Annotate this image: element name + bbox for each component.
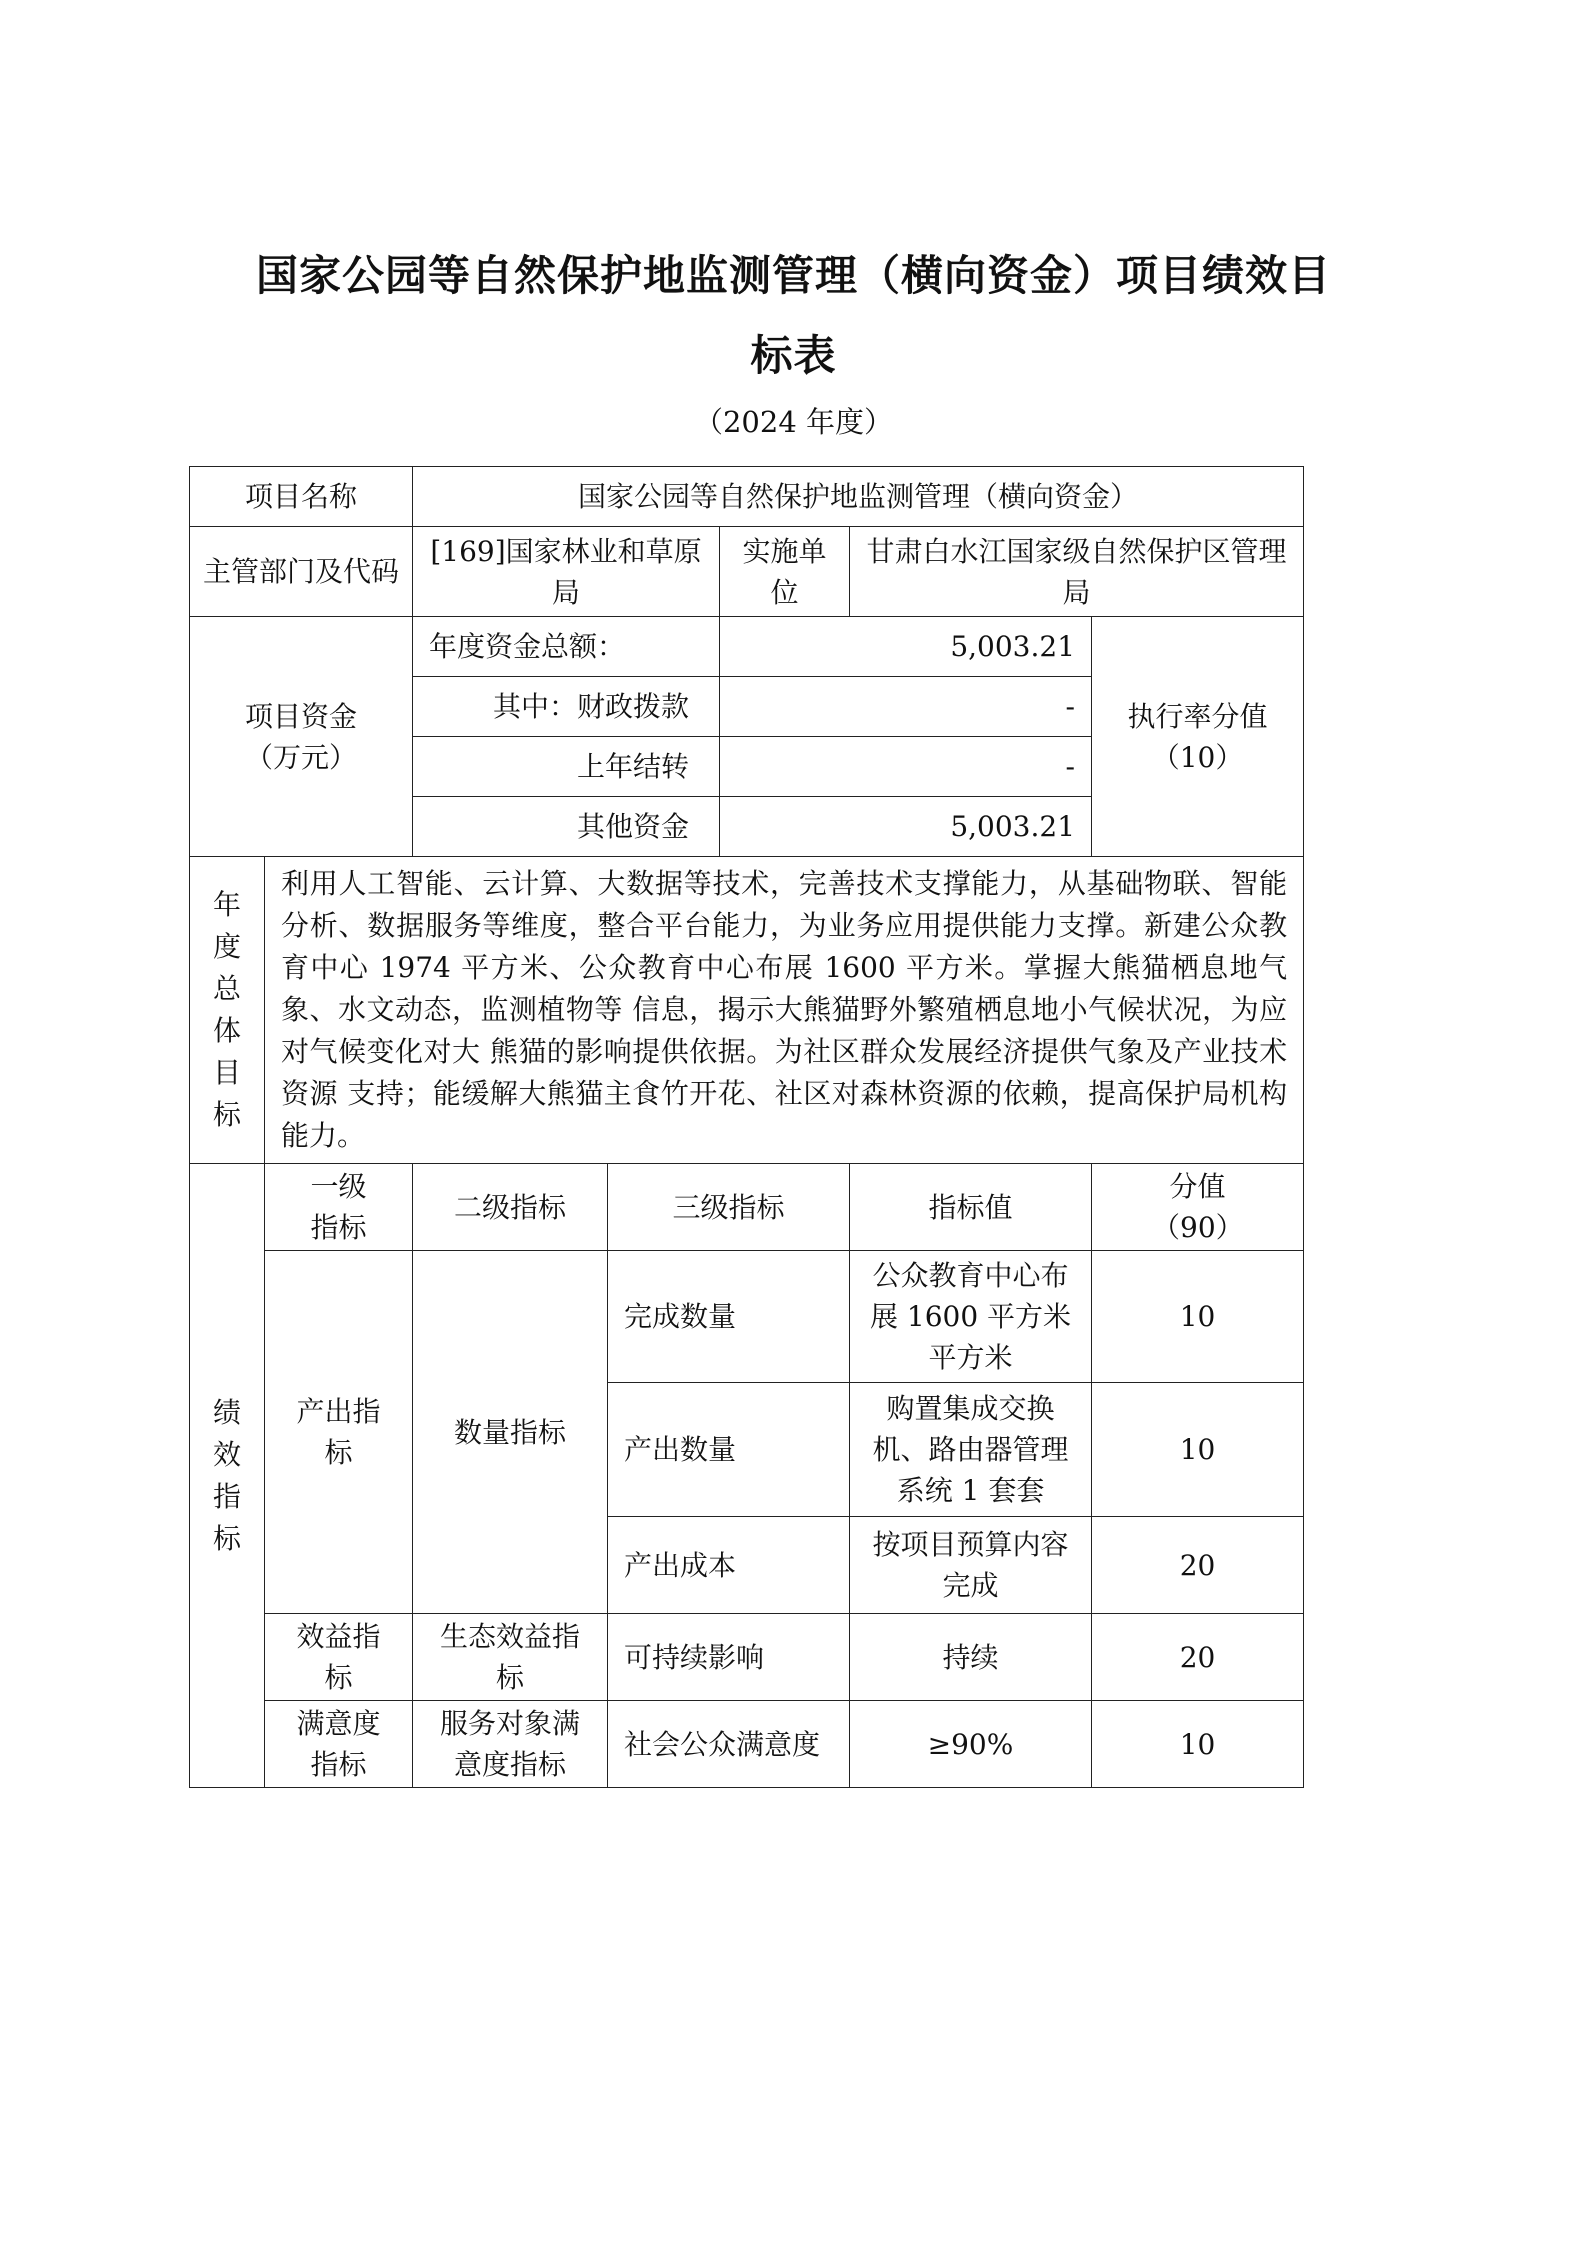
table-row — [190, 1251, 1304, 1383]
benefit-level1: 效益指标 — [265, 1614, 413, 1701]
impl-unit-value: 甘肃白水江国家级自然保护区管理局 — [850, 527, 1304, 617]
funds-total-value: 5,003.21 — [720, 617, 1092, 677]
output-level2: 数量指标 — [413, 1251, 608, 1614]
annual-goal-label — [190, 857, 265, 1164]
table-row — [190, 1701, 1304, 1788]
output-level1: 产出指标 — [265, 1251, 413, 1614]
row-score: 20 — [1092, 1517, 1304, 1614]
row-score: 10 — [1092, 1383, 1304, 1517]
row-score: 10 — [1092, 1251, 1304, 1383]
satisfaction-level1: 满意度指标 — [265, 1701, 413, 1788]
row-level3: 产出数量 — [608, 1383, 850, 1517]
benefit-score: 20 — [1092, 1614, 1304, 1701]
satisfaction-score: 10 — [1092, 1701, 1304, 1788]
benefit-level2: 生态效益指标 — [413, 1614, 608, 1701]
year-subtitle: （2024 年度） — [693, 405, 894, 439]
funds-label: 项目资金（万元） — [190, 617, 413, 857]
satisfaction-level2: 服务对象满意度指标 — [413, 1701, 608, 1788]
page-title-line1: 国家公园等自然保护地监测管理（横向资金）项目绩效目 — [255, 251, 1331, 300]
row-level3: 完成数量 — [608, 1251, 850, 1383]
satisfaction-level3: 社会公众满意度 — [608, 1701, 850, 1788]
row-level3: 产出成本 — [608, 1517, 850, 1614]
row-indicator-value: 购置集成交换机、路由器管理系统 1 套套 — [850, 1383, 1092, 1517]
benefit-level3: 可持续影响 — [608, 1614, 850, 1701]
funds-other-label: 其他资金 — [413, 797, 720, 857]
funds-fiscal-value: - — [720, 677, 1092, 737]
header-level3: 三级指标 — [608, 1164, 850, 1251]
header-level1: 一级指标 — [265, 1164, 413, 1251]
funds-carryover-value: - — [720, 737, 1092, 797]
funds-fiscal-label: 其中：财政拨款 — [413, 677, 720, 737]
header-indicator-value: 指标值 — [850, 1164, 1092, 1251]
exec-rate-label: 执行率分值（10） — [1092, 617, 1304, 857]
row-indicator-value: 按项目预算内容完成 — [850, 1517, 1092, 1614]
annual-goal-text: 利用人工智能、云计算、大数据等技术，完善技术支撑能力，从基础物联、智能分析、数据服务等维度，整合平台能力，为业务应用提供能力支撑。新建公众教育中心 1974 平方米、公众教育中心布展 1600 平方米。掌握大熊猫栖息地气象、水文动态，监测植物等 信息，揭示大熊猫野外繁殖栖息地小气候状况，为应对气候变化对大 熊猫的影响提供依据。为社区群众发展经济提供气象及产业技术资源 支持；能缓解大熊猫主食竹开花、社区对森林资源的依赖，提高保护局机构能力。 — [265, 857, 1304, 1164]
satisfaction-indicator-value: ≥90% — [850, 1701, 1092, 1788]
header-score: 分值（90） — [1092, 1164, 1304, 1251]
perf-indicators-label — [190, 1164, 265, 1788]
project-name-label: 项目名称 — [190, 467, 413, 527]
header-level2: 二级指标 — [413, 1164, 608, 1251]
row-indicator-value: 公众教育中心布展 1600 平方米平方米 — [850, 1251, 1092, 1383]
perf-indicators-label-text: 绩效指标 — [213, 1395, 242, 1555]
table-row — [190, 1614, 1304, 1701]
funds-other-value: 5,003.21 — [720, 797, 1092, 857]
impl-unit-label: 实施单位 — [720, 527, 850, 617]
benefit-indicator-value: 持续 — [850, 1614, 1092, 1701]
performance-target-table — [189, 466, 1304, 1788]
dept-label: 主管部门及代码 — [190, 527, 413, 617]
dept-value: [169]国家林业和草原局 — [413, 527, 720, 617]
page-title-line2: 标表 — [750, 331, 837, 380]
funds-carryover-label: 上年结转 — [413, 737, 720, 797]
annual-goal-label-text: 年度总体目标 — [213, 888, 242, 1131]
funds-total-label: 年度资金总额： — [413, 617, 720, 677]
project-name-value: 国家公园等自然保护地监测管理（横向资金） — [413, 467, 1304, 527]
